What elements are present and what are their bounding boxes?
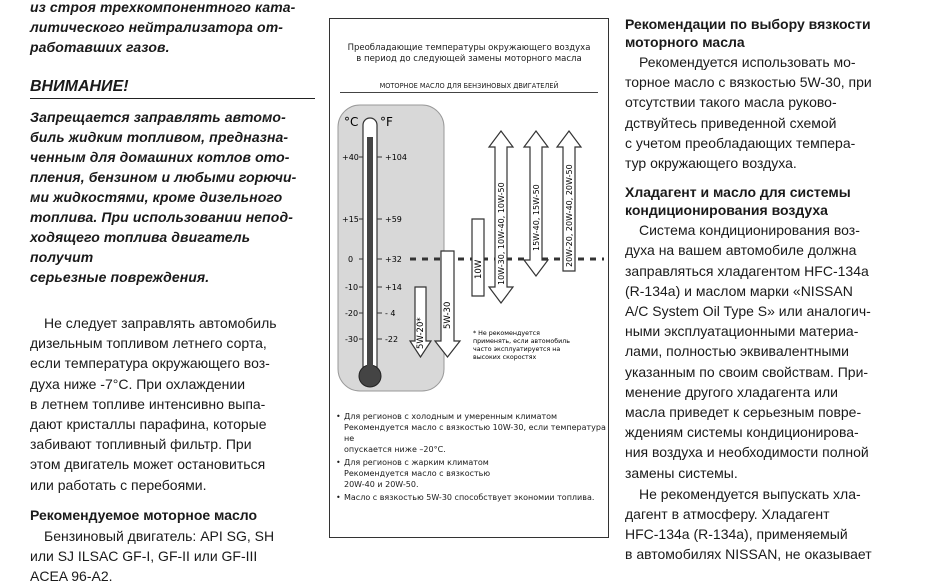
note-line: Масло с вязкостью 5W-30 способствует экономии топлива. (344, 493, 595, 502)
warning-text (30, 107, 315, 287)
oil-viscosity-chart (329, 18, 609, 538)
note-line: Для регионов с холодным и умеренным климатом (344, 412, 558, 421)
oil-label-15w: 15W-40, 15W-50 (532, 184, 541, 251)
oil-heading: Рекомендуемое моторное масло (30, 506, 258, 523)
paragraph-line: если температура окружающего воз- (30, 355, 270, 372)
oil-label-5w30: 5W-30 (443, 301, 453, 329)
paragraph-line: ными эксплуатационными материа- (625, 323, 859, 340)
fahrenheit-tick-label: +32 (385, 255, 402, 264)
chart-svg (330, 19, 608, 419)
heading-line: моторного масла (625, 34, 745, 50)
warning-line: пления, бензином и любыми горючи- (30, 169, 297, 185)
paragraph-line: этом двигатель может остановиться (30, 456, 266, 473)
paragraph-line: тур окружающего воздуха. (625, 155, 797, 172)
paragraph-line: дагент в атмосферу. Хладагент (625, 506, 830, 523)
warning-heading: ВНИМАНИЕ! (30, 77, 315, 99)
bullet-icon: • (336, 493, 341, 502)
heading-line: кондиционирования воздуха (625, 202, 828, 219)
footnote-line: высоких скоростях (473, 354, 537, 361)
paragraph-line: отсутствии такого масла руково- (625, 94, 837, 111)
paragraph-line: дствуйтесь приведенной схемой (625, 114, 837, 131)
celsius-tick-label: -20 (345, 309, 359, 318)
paragraph-line: A/C System Oil Type S» или аналогич- (625, 303, 871, 320)
paragraph-line: в автомобилях NISSAN, не оказывает (625, 546, 872, 563)
paragraph-line: торное масло с вязкостью 5W-30, при (625, 74, 872, 91)
paragraph-line: духа ниже -7°C. При охлаждении (30, 375, 246, 392)
fahrenheit-unit: °F (380, 115, 393, 129)
paragraph-line: или работать с перебоями. (30, 476, 207, 493)
oil-label-5w20: 5W-20* (416, 317, 426, 349)
paragraph-line: менение другого хладагента или (625, 383, 838, 400)
paragraph-line: масла приведет к серьезным повре- (625, 404, 862, 421)
paragraph-line: HFC-134a (R-134a), применяемый (625, 526, 848, 543)
chart-note (336, 492, 606, 503)
oil-line: Бензиновый двигатель: API SG, SH (44, 527, 275, 544)
chart-subtitle: МОТОРНОЕ МАСЛО ДЛЯ БЕНЗИНОВЫХ ДВИГАТЕЛЕЙ (340, 81, 598, 93)
refrigerant-paragraph (625, 484, 913, 565)
chart-note (336, 457, 606, 490)
paragraph-line: дизельным топливом летнего сорта, (30, 335, 267, 352)
thermometer-panel (338, 105, 444, 391)
celsius-tick-label: +15 (342, 215, 359, 224)
oil-line: или SJ ILSAC GF-I, GF-II или GF-III (30, 548, 258, 565)
chart-note (336, 411, 606, 455)
heading-line: Рекомендации по выбору вязкости (625, 16, 871, 32)
paragraph-line: Рекомендуется использовать мо- (639, 54, 856, 70)
footnote-line: применять, если автомобиль (473, 338, 570, 345)
right-column (625, 0, 913, 565)
chart-title-line: Преобладающие температуры окружающего воздуха (347, 43, 591, 53)
celsius-tick-label: -30 (345, 335, 359, 344)
oil-line: ACEA 96-A2. (30, 568, 113, 585)
paragraph-line: (R-134a) и маслом марки «NISSAN (625, 282, 853, 299)
paragraph-line: ния воздуха и необходимости полной (625, 444, 869, 461)
chart-notes (336, 411, 606, 505)
thermometer-mercury (367, 137, 373, 373)
paragraph-line: замены системы. (625, 464, 738, 481)
note-line: Рекомендуется масло с вязкостью 10W-30, если температура не (344, 423, 606, 443)
warning-line: топлива. При использовании непод- (30, 209, 293, 225)
paragraph-line: указанным по своим свойствам. При- (625, 363, 869, 380)
bullet-icon: • (336, 458, 341, 467)
paragraph-line: духа на вашем автомобиле должна (625, 242, 857, 259)
footnote-line: часто эксплуатируется на (473, 346, 561, 353)
paragraph-line: Не рекомендуется выпускать хла- (639, 485, 861, 502)
note-line: Рекомендуется масло с вязкостью (344, 469, 491, 478)
heading-line: Хладагент и масло для системы (625, 184, 851, 201)
bullet-icon: • (336, 412, 341, 421)
intro-text (30, 0, 315, 57)
paragraph-line: с учетом преобладающих темпера- (625, 134, 856, 151)
note-line: Для регионов с жарким климатом (344, 458, 489, 467)
oil-label-10w30: 10W-30, 10W-40, 10W-50 (497, 182, 506, 285)
paragraph-line: в летнем топливе интенсивно выпа- (30, 395, 266, 412)
paragraph-line: дают кристаллы парафина, которые (30, 416, 267, 433)
celsius-tick-label: 0 (348, 255, 354, 264)
footnote-line: * Не рекомендуется (473, 330, 540, 337)
chart-title-line: в период до следующей замены моторного масла (356, 54, 582, 64)
celsius-tick-label: -10 (345, 283, 359, 292)
viscosity-heading (625, 15, 913, 51)
diesel-paragraph (30, 313, 315, 495)
intro-line: работавших газов. (30, 39, 170, 55)
warning-line: биль жидким топливом, предназна- (30, 129, 289, 145)
fahrenheit-tick-label: +59 (385, 215, 402, 224)
chart-footnote (473, 330, 570, 361)
arrow-10w (472, 219, 484, 296)
paragraph-line: забивают топливный фильтр. При (30, 436, 252, 453)
celsius-tick-label: +40 (342, 153, 359, 162)
fahrenheit-tick-label: +14 (385, 283, 402, 292)
paragraph-line: лами, полностью эквивалентными (625, 343, 849, 360)
fahrenheit-tick-label: - 4 (385, 309, 396, 318)
intro-line: литического нейтрализатора от- (30, 19, 284, 35)
paragraph-line: ждениям системы кондиционирова- (625, 424, 859, 441)
warning-line: серьезные повреждения. (30, 269, 210, 285)
celsius-unit: °C (344, 115, 359, 129)
note-line: опускается ниже –20°C. (344, 445, 446, 454)
note-line: 20W-40 и 20W-50. (344, 480, 419, 489)
paragraph-line: Система кондиционирования воз- (639, 222, 860, 239)
oil-label-10w: 10W (474, 259, 484, 279)
warning-line: ходящего топлива двигатель получит (30, 229, 251, 265)
paragraph-line: заправляться хладагентом HFC-134a (625, 262, 869, 279)
ac-heading (625, 183, 913, 219)
viscosity-paragraph (625, 52, 913, 173)
ac-paragraph (625, 220, 913, 483)
fahrenheit-tick-label: +104 (385, 153, 407, 162)
warning-line: ми жидкостями, кроме дизельного (30, 189, 283, 205)
warning-line: ченным для домашних котлов ото- (30, 149, 290, 165)
oil-paragraph (30, 526, 315, 586)
oil-label-20w: 20W-20, 20W-40, 20W-50 (565, 164, 574, 267)
left-column (30, 0, 315, 586)
paragraph-line: Не следует заправлять автомобиль (44, 315, 277, 331)
warning-line: Запрещается заправлять автомо- (30, 109, 286, 125)
intro-line: из строя трехкомпонентного ката- (30, 0, 296, 15)
fahrenheit-tick-label: -22 (385, 335, 399, 344)
